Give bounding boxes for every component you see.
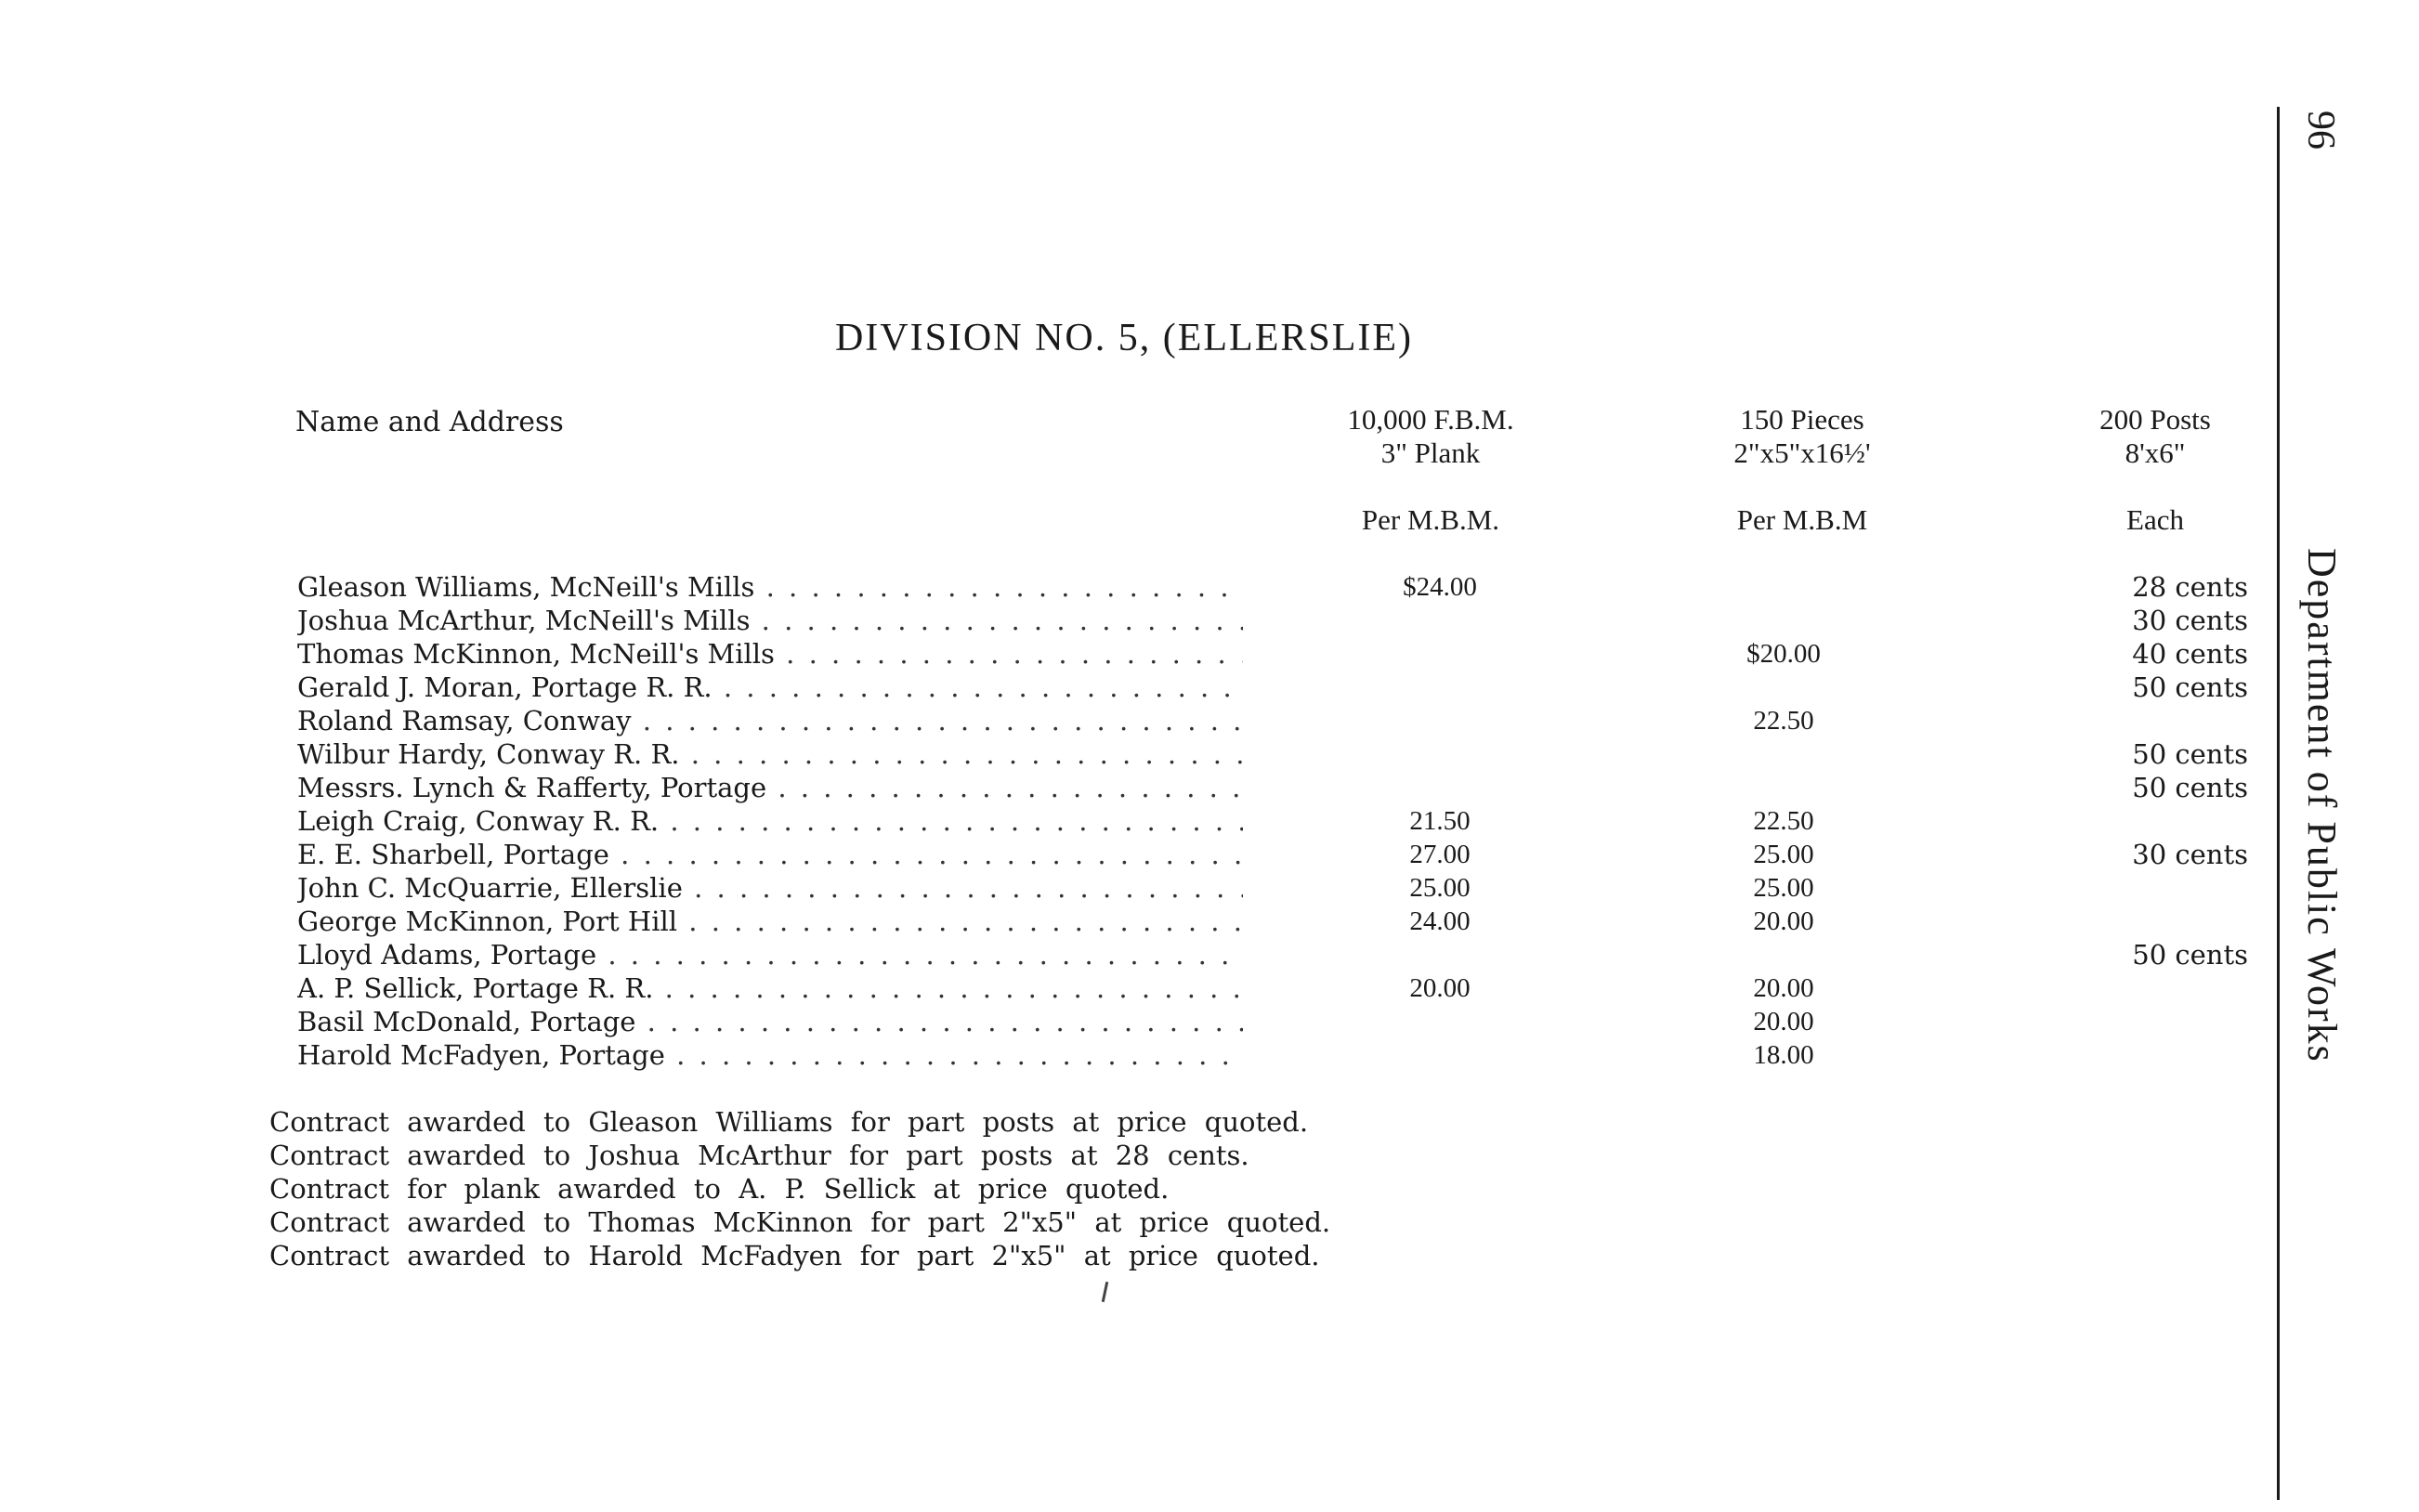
table-row	[0, 604, 2248, 637]
column-header-pieces	[1691, 403, 1914, 470]
row-plank-price	[1338, 938, 1542, 971]
row-name: Lloyd Adams, Portage . . .	[297, 938, 1243, 971]
table-row	[0, 804, 2248, 838]
margin-rule	[2277, 107, 2280, 1500]
table-row	[0, 737, 2248, 771]
row-posts-price	[2044, 971, 2248, 1005]
row-name: Thomas McKinnon, McNeill's Mills . . .	[297, 637, 1243, 671]
contract-notes	[269, 1105, 1330, 1272]
row-posts-price	[2044, 1038, 2248, 1072]
row-posts-price	[2044, 1005, 2248, 1038]
contract-note: Contract for plank awarded to A. P. Sellick at price quoted.	[269, 1173, 1170, 1205]
table-row	[0, 637, 2248, 671]
row-posts-price: 50 cents	[2132, 939, 2248, 971]
row-plank-price	[1338, 604, 1542, 637]
row-pieces-price: 22.50	[1753, 706, 1814, 736]
row-plank-price: 24.00	[1409, 906, 1471, 936]
table-row	[0, 905, 2248, 938]
row-posts-price: 50 cents	[2132, 738, 2248, 770]
row-pieces-price: 22.50	[1753, 806, 1814, 836]
row-plank-price	[1338, 704, 1542, 737]
row-name: Gleason Williams, McNeill's Mills . . .	[297, 570, 1243, 604]
running-head: Department of Public Works	[2299, 548, 2345, 1063]
row-posts-price: 30 cents	[2132, 839, 2248, 870]
column-header-posts-line1: 200 Posts	[2099, 403, 2211, 436]
table-row	[0, 838, 2248, 871]
column-header-plank-line2: 3" Plank	[1380, 437, 1481, 469]
contract-note: Contract awarded to Gleason Williams for part posts at price quoted.	[269, 1106, 1309, 1138]
row-name: Harold McFadyen, Portage . . .	[297, 1038, 1243, 1072]
page-number: 96	[2299, 111, 2342, 150]
row-posts-price: 40 cents	[2132, 638, 2248, 670]
row-name: Wilbur Hardy, Conway R. R. . . .	[297, 737, 1243, 771]
row-plank-price	[1338, 671, 1542, 704]
row-plank-price	[1338, 771, 1542, 804]
row-pieces-price: 25.00	[1753, 873, 1814, 903]
tender-table	[0, 570, 2248, 1072]
table-row	[0, 971, 2248, 1005]
table-row	[0, 1038, 2248, 1072]
column-header-pieces-line2: 2"x5"x16½'	[1733, 437, 1871, 469]
row-name: Gerald J. Moran, Portage R. R. . . .	[297, 671, 1243, 704]
column-header-name: Name and Address	[295, 406, 564, 438]
column-header-plank-line1: 10,000 F.B.M.	[1347, 403, 1514, 436]
row-pieces-price	[1681, 771, 1886, 804]
contract-note: Contract awarded to Harold McFadyen for part 2"x5" at price quoted.	[269, 1240, 1320, 1271]
row-name: John C. McQuarrie, Ellerslie . . .	[297, 871, 1243, 905]
row-pieces-price: 20.00	[1753, 1007, 1814, 1036]
row-plank-price	[1338, 737, 1542, 771]
row-pieces-price	[1681, 737, 1886, 771]
row-plank-price	[1338, 1005, 1542, 1038]
table-row	[0, 1005, 2248, 1038]
column-header-pieces-line1: 150 Pieces	[1740, 403, 1864, 436]
row-pieces-price: 20.00	[1753, 973, 1814, 1003]
row-name: A. P. Sellick, Portage R. R. . . .	[297, 971, 1243, 1005]
row-name: Messrs. Lynch & Rafferty, Portage . . .	[297, 771, 1243, 804]
column-unit-pieces: Per M.B.M	[1736, 503, 1868, 536]
row-name: Joshua McArthur, McNeill's Mills . . .	[297, 604, 1243, 637]
row-pieces-price: 20.00	[1753, 906, 1814, 936]
row-plank-price: $24.00	[1403, 572, 1477, 602]
row-pieces-price: $20.00	[1746, 639, 1821, 669]
row-posts-price	[2044, 704, 2248, 737]
table-row	[0, 671, 2248, 704]
row-name: Basil McDonald, Portage . . .	[297, 1005, 1243, 1038]
row-plank-price	[1338, 637, 1542, 671]
row-pieces-price: 25.00	[1753, 840, 1814, 869]
ink-mark	[1102, 1282, 1109, 1302]
row-name: George McKinnon, Port Hill . . .	[297, 905, 1243, 938]
row-posts-price	[2044, 804, 2248, 838]
row-posts-price: 50 cents	[2132, 671, 2248, 703]
page-title: DIVISION NO. 5, (ELLERSLIE)	[834, 317, 1414, 359]
row-pieces-price: 18.00	[1753, 1040, 1814, 1070]
row-posts-price: 30 cents	[2132, 605, 2248, 636]
table-row	[0, 938, 2248, 971]
row-plank-price	[1338, 1038, 1542, 1072]
row-plank-price: 25.00	[1409, 873, 1471, 903]
row-posts-price	[2044, 905, 2248, 938]
row-posts-price: 50 cents	[2132, 772, 2248, 803]
row-pieces-price	[1681, 938, 1886, 971]
row-posts-price: 28 cents	[2132, 571, 2248, 603]
row-plank-price: 20.00	[1409, 973, 1471, 1003]
row-plank-price: 27.00	[1409, 840, 1471, 869]
column-header-posts-line2: 8'x6"	[2125, 437, 2186, 469]
row-posts-price	[2044, 871, 2248, 905]
table-row	[0, 871, 2248, 905]
contract-note: Contract awarded to Thomas McKinnon for part 2"x5" at price quoted.	[269, 1206, 1331, 1238]
row-pieces-price	[1681, 671, 1886, 704]
row-name: Leigh Craig, Conway R. R. . . .	[297, 804, 1243, 838]
contract-note: Contract awarded to Joshua McArthur for part posts at 28 cents.	[269, 1140, 1249, 1171]
table-row	[0, 570, 2248, 604]
column-header-posts	[2053, 403, 2257, 470]
column-header-plank	[1319, 403, 1542, 470]
row-name: E. E. Sharbell, Portage . . .	[297, 838, 1243, 871]
column-unit-plank: Per M.B.M.	[1361, 503, 1500, 536]
table-row	[0, 704, 2248, 737]
column-unit-posts: Each	[2126, 503, 2184, 536]
table-row	[0, 771, 2248, 804]
row-pieces-price	[1681, 604, 1886, 637]
row-pieces-price	[1681, 570, 1886, 604]
row-name: Roland Ramsay, Conway . . .	[297, 704, 1243, 737]
row-plank-price: 21.50	[1409, 806, 1471, 836]
